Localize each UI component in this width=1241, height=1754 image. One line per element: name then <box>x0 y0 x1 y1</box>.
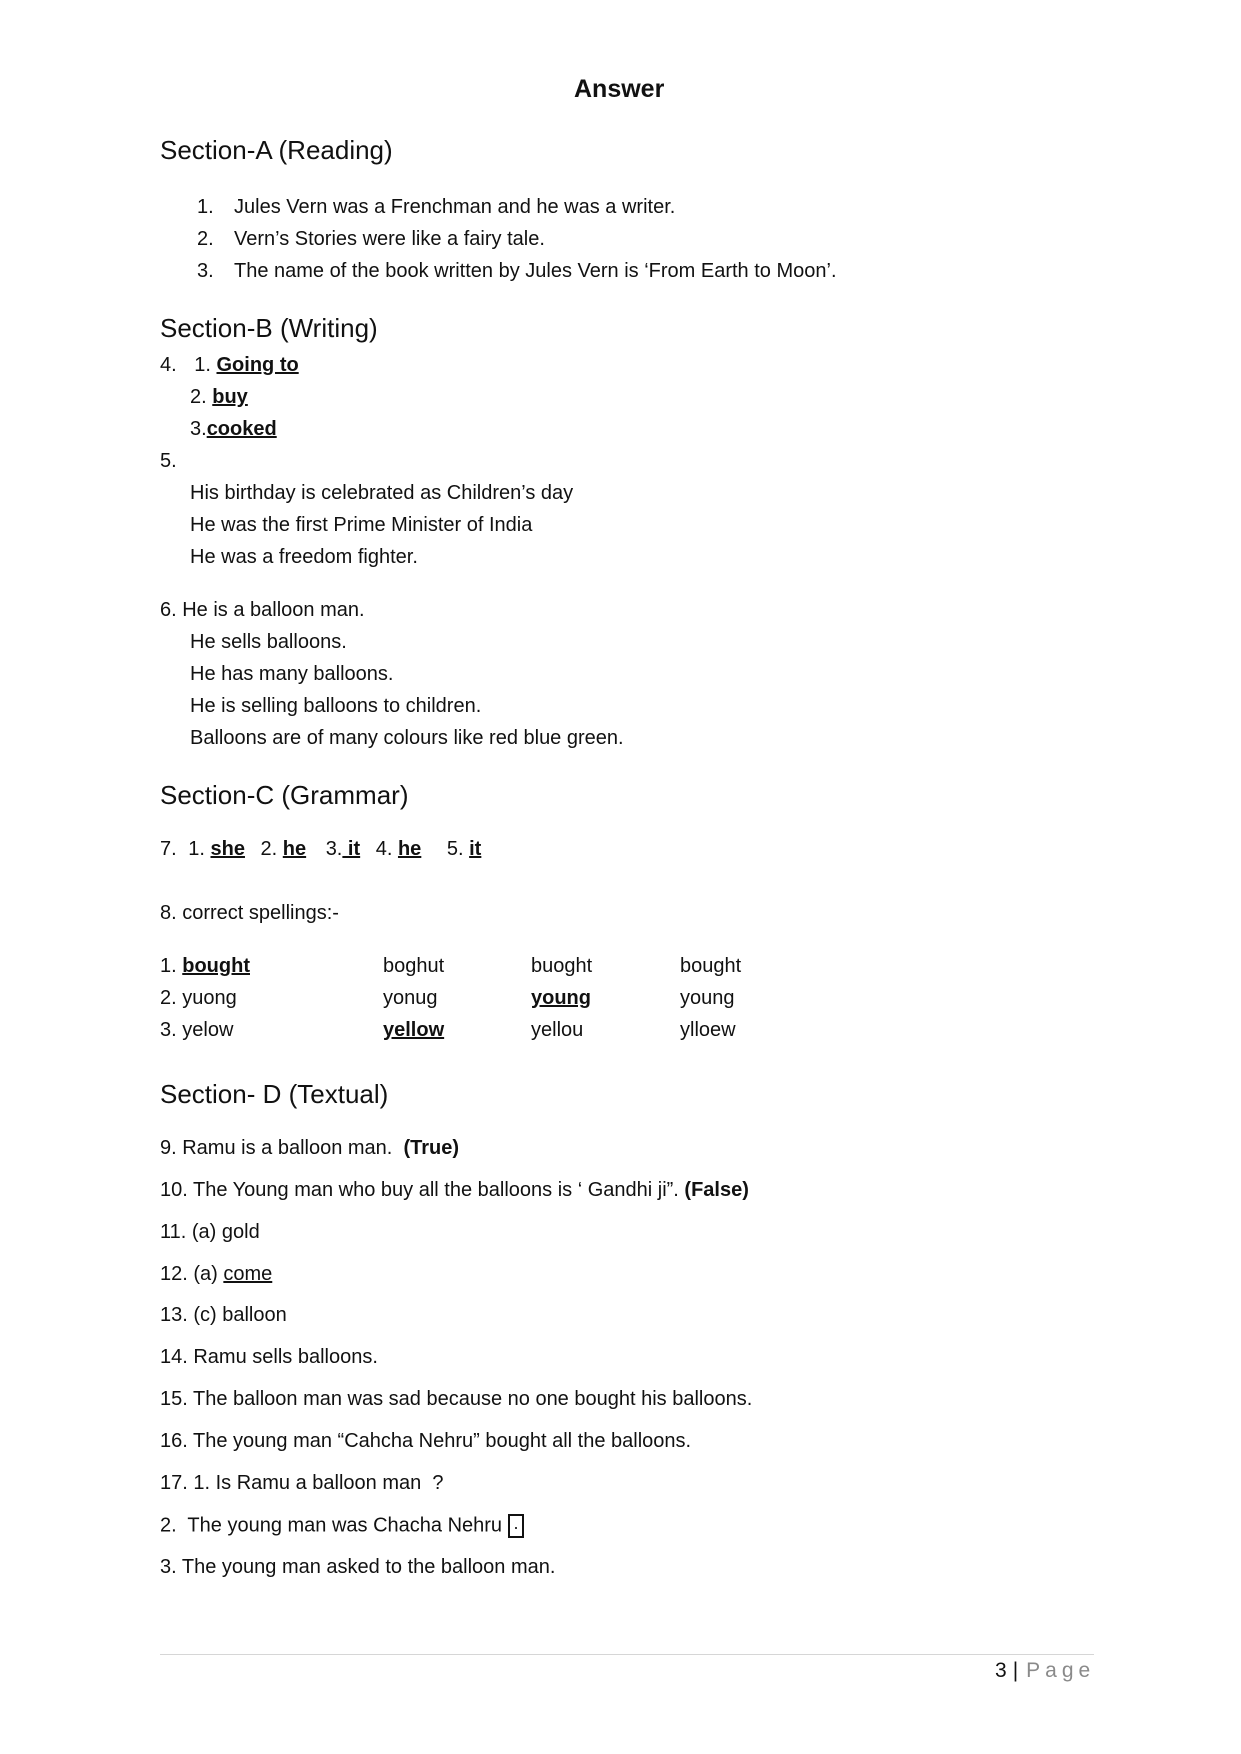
answer-word: buy <box>212 386 248 408</box>
spelling-option: yonug <box>383 987 438 1009</box>
sub-number: 1. <box>188 838 205 860</box>
spelling-option: yelow <box>182 1019 234 1041</box>
spelling-option: ylloew <box>680 1019 736 1041</box>
answer-word: he <box>397 838 422 860</box>
spelling-row-2 <box>160 987 237 1010</box>
reading-answer-3 <box>197 260 837 283</box>
q6-line: He is selling balloons to children. <box>190 695 482 717</box>
spelling-option: boghut <box>383 955 445 977</box>
spelling-option-correct: bought <box>182 955 250 977</box>
spelling-row-3 <box>160 1019 233 1042</box>
q4-line-2 <box>190 386 248 409</box>
sub-number: 3. <box>190 418 207 440</box>
answer-word: come <box>223 1263 273 1285</box>
row-number: 2. <box>160 987 177 1009</box>
sub-number: 3. <box>325 838 343 860</box>
q4-line-1 <box>160 354 299 377</box>
q17-line-1: 17. 1. Is Ramu a balloon man ? <box>160 1472 444 1494</box>
question-number: 7. <box>160 838 177 860</box>
spelling-option: bought <box>680 955 742 977</box>
answer-text: 12. (a) <box>160 1263 224 1285</box>
q4-line-3 <box>190 418 277 441</box>
footer-separator: | <box>1012 1659 1019 1682</box>
list-text: The name of the book written by Jules Vern is ‘From Earth to Moon’. <box>234 260 837 282</box>
answer-word: he <box>282 838 307 860</box>
list-number: 2. <box>197 228 214 250</box>
spelling-option: young <box>680 987 735 1009</box>
q13-answer: 13. (c) balloon <box>160 1304 287 1326</box>
row-number: 3. <box>160 1019 177 1041</box>
page-title: Answer <box>574 75 665 103</box>
question-number: 4. <box>160 354 177 376</box>
q14-answer: 14. Ramu sells balloons. <box>160 1346 378 1368</box>
section-a-heading: Section-A (Reading) <box>160 135 393 165</box>
boxed-full-stop: . <box>508 1514 524 1538</box>
page-label: Page <box>1026 1659 1096 1682</box>
q16-answer: 16. The young man “Cahcha Nehru” bought all the balloons. <box>160 1430 692 1452</box>
q12-answer <box>160 1263 272 1286</box>
answer-word: cooked <box>206 418 277 440</box>
q17-line-2 <box>160 1514 524 1538</box>
section-c-heading: Section-C (Grammar) <box>160 780 409 810</box>
q5-line: He was the first Prime Minister of India <box>190 514 533 536</box>
q6-line: Balloons are of many colours like red blue green. <box>190 727 624 749</box>
sub-number: 2. <box>260 838 278 860</box>
section-d-heading: Section- D (Textual) <box>160 1079 389 1109</box>
q6-line: 6. He is a balloon man. <box>160 599 365 621</box>
verdict: (True) <box>403 1137 460 1159</box>
answer-text: 10. The Young man who buy all the balloons is ‘ Gandhi ji”. <box>160 1179 685 1201</box>
q5-line: His birthday is celebrated as Children’s day <box>190 482 574 504</box>
answer-word: she <box>210 838 245 860</box>
spelling-option-correct: young <box>531 987 591 1009</box>
sub-number: 5. <box>446 838 464 860</box>
reading-answer-1 <box>197 196 675 219</box>
answer-word: it <box>469 838 482 860</box>
list-number: 3. <box>197 260 214 282</box>
q17-line-3: 3. The young man asked to the balloon man. <box>160 1556 556 1578</box>
row-number: 1. <box>160 955 177 977</box>
spelling-row-1 <box>160 955 250 978</box>
answer-text: 2. The young man was Chacha Nehru <box>160 1514 503 1537</box>
q6-line: He has many balloons. <box>190 663 394 685</box>
answer-text: 9. Ramu is a balloon man. <box>160 1137 404 1159</box>
page-footer <box>995 1659 1095 1683</box>
sub-number: 2. <box>190 386 207 408</box>
q5-line: He was a freedom fighter. <box>190 546 418 568</box>
sub-number: 1. <box>194 354 211 376</box>
q10-answer <box>160 1179 749 1202</box>
list-text: Jules Vern was a Frenchman and he was a writer. <box>234 196 676 218</box>
verdict: (False) <box>684 1179 749 1201</box>
q5-number: 5. <box>160 450 177 472</box>
answer-word: Going to <box>216 354 299 376</box>
q15-answer: 15. The balloon man was sad because no one bought his balloons. <box>160 1388 753 1410</box>
q8-label: 8. correct spellings:- <box>160 902 339 924</box>
page-number: 3 <box>995 1659 1007 1682</box>
q9-answer <box>160 1137 459 1160</box>
q11-answer: 11. (a) gold <box>160 1221 260 1243</box>
spelling-option: yuong <box>182 987 237 1009</box>
spelling-option: yellou <box>531 1019 584 1041</box>
spelling-option: buoght <box>531 955 593 977</box>
q6-line: He sells balloons. <box>190 631 347 653</box>
reading-answer-2 <box>197 228 545 251</box>
section-b-heading: Section-B (Writing) <box>160 313 378 343</box>
q7-answers <box>160 838 481 861</box>
spelling-option-correct: yellow <box>383 1019 445 1041</box>
list-number: 1. <box>197 196 214 218</box>
list-text: Vern’s Stories were like a fairy tale. <box>234 228 545 250</box>
answer-word: it <box>342 838 361 860</box>
footer-rule <box>160 1654 1094 1655</box>
sub-number: 4. <box>375 838 393 860</box>
